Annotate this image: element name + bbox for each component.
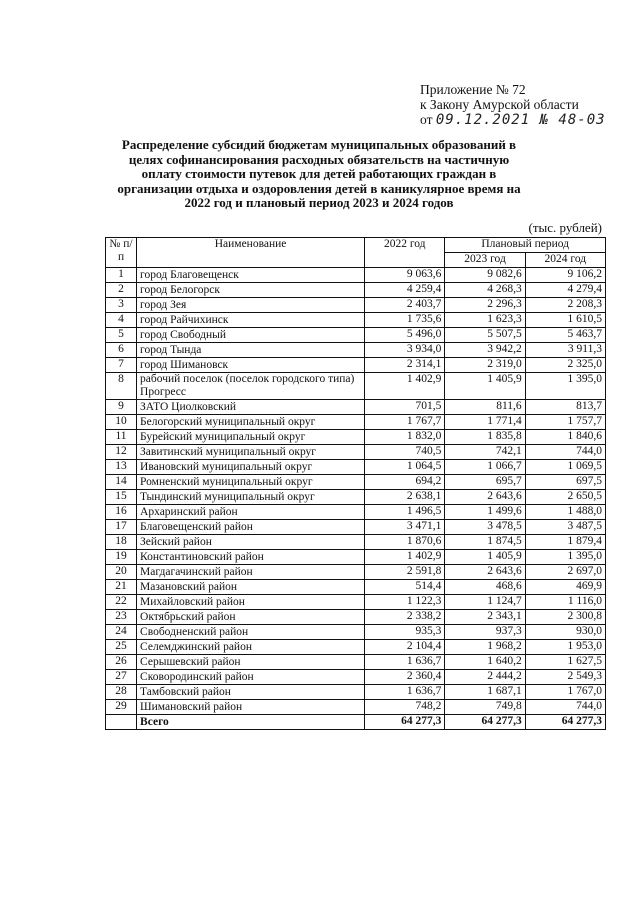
row-number: 7 <box>106 358 137 373</box>
row-value-2022: 2 403,7 <box>365 298 445 313</box>
row-value-2023: 3 478,5 <box>445 520 525 535</box>
row-value-2022: 2 338,2 <box>365 610 445 625</box>
header-num: № п/п <box>106 238 137 268</box>
row-value-2024: 1 767,0 <box>525 685 605 700</box>
row-value-2022: 1 636,7 <box>365 655 445 670</box>
table-row <box>106 358 606 373</box>
row-name: Ивановский муниципальный округ <box>137 460 365 475</box>
row-value-2023: 937,3 <box>445 625 525 640</box>
row-number: 29 <box>106 700 137 715</box>
row-value-2024: 744,0 <box>525 700 605 715</box>
row-number: 15 <box>106 490 137 505</box>
row-value-2022: 2 638,1 <box>365 490 445 505</box>
row-value-2023: 1 066,7 <box>445 460 525 475</box>
row-value-2023: 2 444,2 <box>445 670 525 685</box>
row-number: 10 <box>106 415 137 430</box>
row-value-2024: 3 487,5 <box>525 520 605 535</box>
total-2023: 64 277,3 <box>445 715 525 730</box>
row-name: Благовещенский район <box>137 520 365 535</box>
total-2022: 64 277,3 <box>365 715 445 730</box>
row-value-2024: 1 116,0 <box>525 595 605 610</box>
row-value-2023: 1 687,1 <box>445 685 525 700</box>
row-value-2023: 5 507,5 <box>445 328 525 343</box>
annex-number: Приложение № 72 <box>420 82 526 97</box>
row-number: 2 <box>106 283 137 298</box>
row-value-2024: 9 106,2 <box>525 268 605 283</box>
row-name: Тамбовский район <box>137 685 365 700</box>
table-row <box>106 550 606 565</box>
row-value-2022: 935,3 <box>365 625 445 640</box>
annex-date-prefix: от <box>420 112 433 127</box>
row-value-2024: 813,7 <box>525 400 605 415</box>
annex-header <box>420 82 606 128</box>
row-name: рабочий поселок (поселок городского типа) Прогресс <box>137 373 365 400</box>
row-value-2022: 1 636,7 <box>365 685 445 700</box>
table-row <box>106 655 606 670</box>
row-value-2023: 1 405,9 <box>445 373 525 400</box>
row-value-2022: 1 832,0 <box>365 430 445 445</box>
row-value-2023: 742,1 <box>445 445 525 460</box>
row-name: Сковородинский район <box>137 670 365 685</box>
total-row <box>106 715 606 730</box>
row-number: 5 <box>106 328 137 343</box>
header-planned: Плановый период <box>445 238 606 253</box>
row-value-2024: 1 879,4 <box>525 535 605 550</box>
row-value-2024: 2 650,5 <box>525 490 605 505</box>
row-value-2024: 1 395,0 <box>525 550 605 565</box>
row-name: Октябрьский район <box>137 610 365 625</box>
row-name: ЗАТО Циолковский <box>137 400 365 415</box>
table-row <box>106 415 606 430</box>
total-label: Всего <box>137 715 365 730</box>
table-row <box>106 535 606 550</box>
row-value-2022: 1 870,6 <box>365 535 445 550</box>
table-row <box>106 670 606 685</box>
table-row <box>106 625 606 640</box>
row-name: Шимановский район <box>137 700 365 715</box>
row-name: Белогорский муниципальный округ <box>137 415 365 430</box>
row-number: 16 <box>106 505 137 520</box>
row-name: город Райчихинск <box>137 313 365 328</box>
row-value-2023: 695,7 <box>445 475 525 490</box>
row-number: 23 <box>106 610 137 625</box>
row-number: 24 <box>106 625 137 640</box>
row-number: 22 <box>106 595 137 610</box>
row-value-2022: 2 104,4 <box>365 640 445 655</box>
row-value-2023: 1 771,4 <box>445 415 525 430</box>
row-value-2022: 1 402,9 <box>365 373 445 400</box>
table-row <box>106 430 606 445</box>
row-value-2023: 1 405,9 <box>445 550 525 565</box>
row-value-2024: 930,0 <box>525 625 605 640</box>
row-number: 21 <box>106 580 137 595</box>
row-value-2024: 4 279,4 <box>525 283 605 298</box>
row-name: Ромненский муниципальный округ <box>137 475 365 490</box>
row-value-2024: 1 610,5 <box>525 313 605 328</box>
row-value-2024: 2 549,3 <box>525 670 605 685</box>
row-value-2024: 469,9 <box>525 580 605 595</box>
row-value-2024: 2 325,0 <box>525 358 605 373</box>
row-value-2023: 1 835,8 <box>445 430 525 445</box>
row-name: город Зея <box>137 298 365 313</box>
table-row <box>106 343 606 358</box>
row-name: город Тында <box>137 343 365 358</box>
table-row <box>106 298 606 313</box>
table-row <box>106 475 606 490</box>
row-value-2023: 1 124,7 <box>445 595 525 610</box>
row-number: 4 <box>106 313 137 328</box>
row-value-2022: 4 259,4 <box>365 283 445 298</box>
row-value-2023: 2 643,6 <box>445 565 525 580</box>
row-value-2022: 3 934,0 <box>365 343 445 358</box>
row-value-2024: 1 395,0 <box>525 373 605 400</box>
row-value-2024: 1 069,5 <box>525 460 605 475</box>
table-row <box>106 490 606 505</box>
row-value-2023: 3 942,2 <box>445 343 525 358</box>
row-value-2023: 811,6 <box>445 400 525 415</box>
row-value-2023: 468,6 <box>445 580 525 595</box>
row-value-2024: 1 757,7 <box>525 415 605 430</box>
row-number: 28 <box>106 685 137 700</box>
annex-date <box>420 112 606 128</box>
table-row <box>106 520 606 535</box>
row-number: 1 <box>106 268 137 283</box>
table-row <box>106 400 606 415</box>
table-row <box>106 595 606 610</box>
row-number: 17 <box>106 520 137 535</box>
row-value-2023: 749,8 <box>445 700 525 715</box>
header-name: Наименование <box>137 238 365 268</box>
row-value-2022: 2 360,4 <box>365 670 445 685</box>
row-value-2022: 748,2 <box>365 700 445 715</box>
row-name: Тындинский муниципальный округ <box>137 490 365 505</box>
table-row <box>106 610 606 625</box>
row-number: 25 <box>106 640 137 655</box>
row-name: Серышевский район <box>137 655 365 670</box>
row-value-2023: 2 296,3 <box>445 298 525 313</box>
row-number: 19 <box>106 550 137 565</box>
row-value-2023: 2 319,0 <box>445 358 525 373</box>
subsidy-table <box>105 237 606 730</box>
row-name: Зейский район <box>137 535 365 550</box>
total-num <box>106 715 137 730</box>
row-value-2023: 2 643,6 <box>445 490 525 505</box>
row-value-2022: 2 314,1 <box>365 358 445 373</box>
row-value-2022: 701,5 <box>365 400 445 415</box>
row-name: Завитинский муниципальный округ <box>137 445 365 460</box>
row-value-2023: 1 499,6 <box>445 505 525 520</box>
row-value-2022: 514,4 <box>365 580 445 595</box>
row-value-2024: 1 840,6 <box>525 430 605 445</box>
row-value-2022: 1 496,5 <box>365 505 445 520</box>
row-value-2022: 1 122,3 <box>365 595 445 610</box>
row-name: город Шимановск <box>137 358 365 373</box>
row-number: 26 <box>106 655 137 670</box>
row-value-2023: 1 623,3 <box>445 313 525 328</box>
table-row <box>106 460 606 475</box>
row-value-2023: 1 640,2 <box>445 655 525 670</box>
row-value-2023: 2 343,1 <box>445 610 525 625</box>
row-value-2024: 744,0 <box>525 445 605 460</box>
total-2024: 64 277,3 <box>525 715 605 730</box>
row-number: 6 <box>106 343 137 358</box>
row-name: Мазановский район <box>137 580 365 595</box>
row-value-2022: 694,2 <box>365 475 445 490</box>
row-value-2022: 2 591,8 <box>365 565 445 580</box>
table-row <box>106 445 606 460</box>
row-value-2022: 1 402,9 <box>365 550 445 565</box>
table-header-row <box>106 238 606 253</box>
row-number: 18 <box>106 535 137 550</box>
header-2024: 2024 год <box>525 253 605 268</box>
row-number: 27 <box>106 670 137 685</box>
row-name: город Благовещенск <box>137 268 365 283</box>
row-value-2022: 5 496,0 <box>365 328 445 343</box>
row-number: 20 <box>106 565 137 580</box>
row-value-2024: 1 953,0 <box>525 640 605 655</box>
row-number: 9 <box>106 400 137 415</box>
row-name: Магдагачинский район <box>137 565 365 580</box>
annex-law: к Закону Амурской области <box>420 97 579 112</box>
row-value-2024: 2 300,8 <box>525 610 605 625</box>
units-label: (тыс. рублей) <box>528 220 602 235</box>
row-number: 3 <box>106 298 137 313</box>
row-number: 11 <box>106 430 137 445</box>
row-name: Константиновский район <box>137 550 365 565</box>
row-value-2022: 9 063,6 <box>365 268 445 283</box>
handwritten-date-number: 09.12.2021 № 48-03 <box>435 112 606 128</box>
row-number: 8 <box>106 373 137 400</box>
table-row <box>106 373 606 400</box>
table-row <box>106 700 606 715</box>
table-row <box>106 313 606 328</box>
row-number: 12 <box>106 445 137 460</box>
row-value-2022: 1 767,7 <box>365 415 445 430</box>
row-value-2024: 2 208,3 <box>525 298 605 313</box>
table-body <box>106 268 606 730</box>
row-value-2023: 1 968,2 <box>445 640 525 655</box>
header-2023: 2023 год <box>445 253 525 268</box>
row-value-2022: 3 471,1 <box>365 520 445 535</box>
table-row <box>106 640 606 655</box>
row-value-2024: 3 911,3 <box>525 343 605 358</box>
table-row <box>106 685 606 700</box>
row-number: 14 <box>106 475 137 490</box>
row-name: Архаринский район <box>137 505 365 520</box>
row-value-2024: 5 463,7 <box>525 328 605 343</box>
row-value-2022: 1 735,6 <box>365 313 445 328</box>
row-value-2023: 9 082,6 <box>445 268 525 283</box>
table-row <box>106 505 606 520</box>
document-title: Распределение субсидий бюджетам муниципальных образований в целях софинансирования расходных обязательств на частичную оплату стоимости путевок для детей работающих граждан в организации отдыха и оздоровления детей в каникулярное время на 2022 год и плановый период 2023 и 2024 годов <box>117 137 521 210</box>
table-row <box>106 328 606 343</box>
row-name: Свободненский район <box>137 625 365 640</box>
row-name: город Белогорск <box>137 283 365 298</box>
row-value-2024: 1 627,5 <box>525 655 605 670</box>
row-value-2024: 1 488,0 <box>525 505 605 520</box>
row-name: Михайловский район <box>137 595 365 610</box>
header-2022: 2022 год <box>365 238 445 268</box>
row-value-2022: 740,5 <box>365 445 445 460</box>
row-name: город Свободный <box>137 328 365 343</box>
table-row <box>106 580 606 595</box>
row-value-2024: 2 697,0 <box>525 565 605 580</box>
row-name: Селемджинский район <box>137 640 365 655</box>
table-row <box>106 283 606 298</box>
row-value-2022: 1 064,5 <box>365 460 445 475</box>
table-row <box>106 268 606 283</box>
table-row <box>106 565 606 580</box>
row-name: Бурейский муниципальный округ <box>137 430 365 445</box>
row-value-2023: 1 874,5 <box>445 535 525 550</box>
row-value-2024: 697,5 <box>525 475 605 490</box>
row-number: 13 <box>106 460 137 475</box>
row-value-2023: 4 268,3 <box>445 283 525 298</box>
